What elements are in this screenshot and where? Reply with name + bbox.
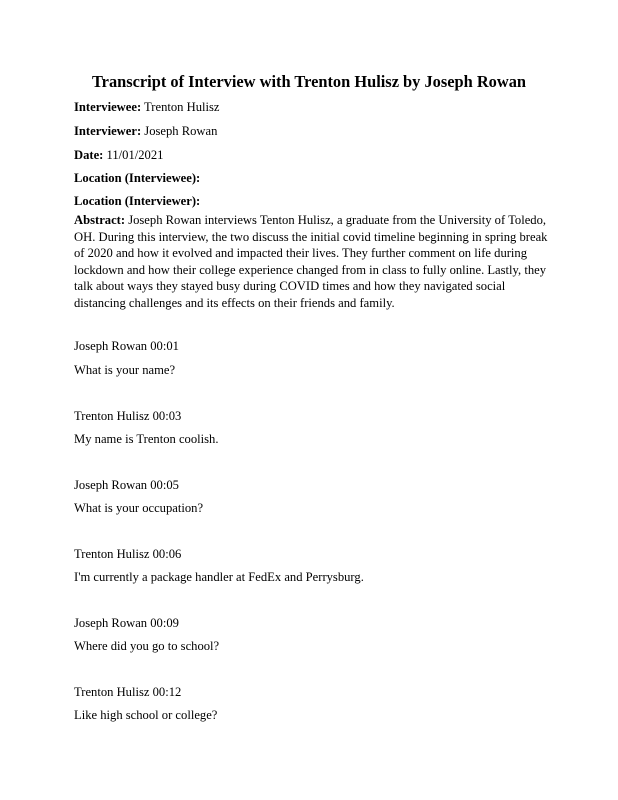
date-value: 11/01/2021 [103,148,164,162]
location-interviewer-label: Location (Interviewer): [74,194,201,208]
location-interviewer-field [74,193,200,210]
date-field [74,147,163,164]
location-interviewee-field [74,170,200,187]
abstract-paragraph [74,212,550,312]
utterance-line: Where did you go to school? [74,639,220,653]
speaker-line: Joseph Rowan 00:01 [74,339,179,353]
abstract-text: Joseph Rowan interviews Tenton Hulisz, a graduate from the University of Toledo, OH. During this interview, the two discuss the initial covid timeline beginning in spring break of 2020 and how it evolved and impacted their lives. They further comment on life during lockdown and how their college experience changed from in class to fully online. Lastly, they talk about ways they stayed busy during COVID times and how they navigated social distancing challenges and its effects on their friends and family. [74,213,548,310]
interviewee-field [74,99,220,116]
utterance-line: I'm currently a package handler at FedEx and Perrysburg. [74,570,364,584]
speaker-line: Trenton Hulisz 00:06 [74,547,182,561]
location-interviewee-label: Location (Interviewee): [74,171,201,185]
utterance-line: What is your occupation? [74,501,204,515]
interviewer-label: Interviewer: [74,124,142,138]
interviewee-value: Trenton Hulisz [141,100,220,114]
speaker-line: Trenton Hulisz 00:12 [74,685,182,699]
date-label: Date: [74,148,104,162]
speaker-line: Trenton Hulisz 00:03 [74,409,182,423]
utterance-line: My name is Trenton coolish. [74,432,219,446]
speaker-line: Joseph Rowan 00:09 [74,616,179,630]
interviewee-label: Interviewee: [74,100,142,114]
utterance-line: What is your name? [74,363,176,377]
abstract-label: Abstract: [74,213,126,227]
utterance-line: Like high school or college? [74,708,218,722]
interviewer-field [74,123,217,140]
interviewer-value: Joseph Rowan [141,124,218,138]
page-title: Transcript of Interview with Trenton Hulisz by Joseph Rowan [91,72,527,91]
speaker-line: Joseph Rowan 00:05 [74,478,179,492]
